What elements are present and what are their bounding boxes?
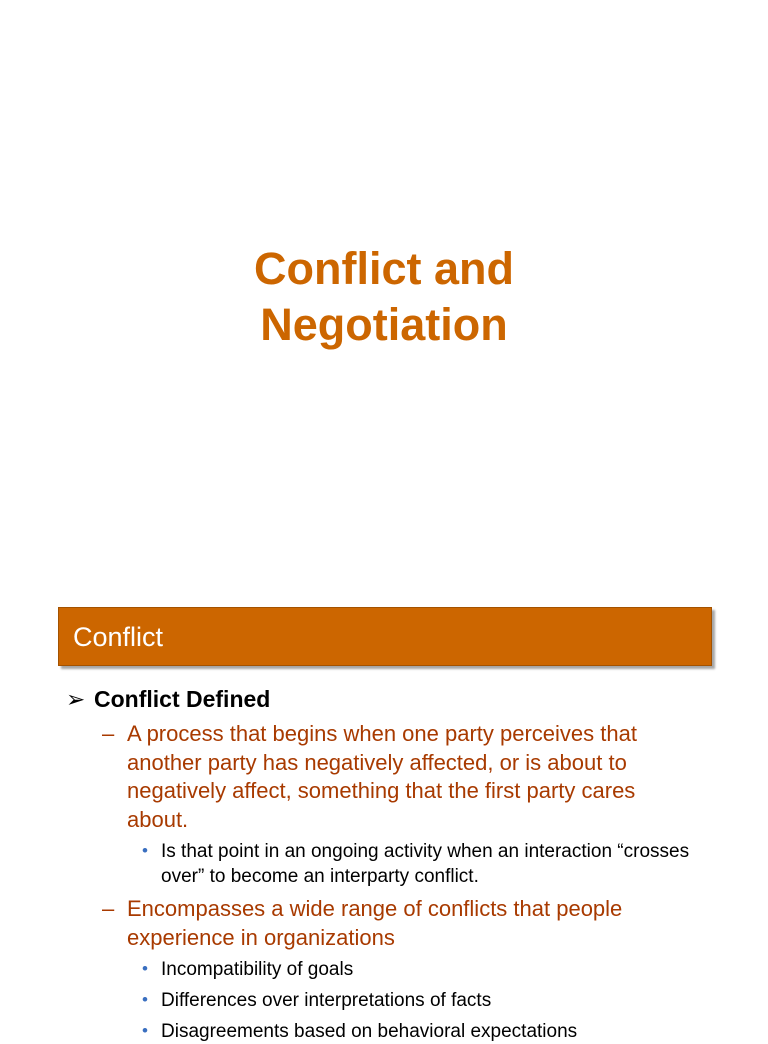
bullet-dot-icon: • xyxy=(142,841,148,860)
main-point xyxy=(66,685,270,713)
list-item xyxy=(142,957,702,982)
bullet-dot-icon: • xyxy=(142,990,148,1009)
list-item-text: Is that point in an ongoing activity when an interaction “crosses over” to become an interparty conflict. xyxy=(161,841,690,887)
title-line-1: Conflict and xyxy=(254,243,514,294)
sub-point-text: Encompasses a wide range of conflicts that people experience in organizations xyxy=(127,896,623,950)
slide-title-heading xyxy=(0,241,768,353)
sub-point-text: A process that begins when one party perceives that another party has negatively affected, or is about to negatively affect, something that the first party cares about. xyxy=(127,721,637,832)
banner-heading: Conflict xyxy=(73,622,164,652)
list-item xyxy=(142,1019,702,1044)
list-item-text: Incompatibility of goals xyxy=(161,959,354,980)
slide-conflict xyxy=(0,590,768,1042)
heading-banner xyxy=(58,607,712,666)
list-item xyxy=(142,839,702,889)
arrow-bullet-icon: ➢ xyxy=(66,686,86,712)
bullet-dot-icon: • xyxy=(142,1021,148,1040)
list-item xyxy=(142,988,702,1013)
dash-bullet-icon: – xyxy=(102,721,115,746)
main-point-label: Conflict Defined xyxy=(94,686,271,712)
bullet-dot-icon: • xyxy=(142,959,148,978)
list-item-text: Differences over interpretations of facts xyxy=(161,990,492,1011)
list-item-text: Disagreements based on behavioral expectations xyxy=(161,1021,578,1042)
dash-bullet-icon: – xyxy=(102,896,115,921)
sub-point xyxy=(102,895,702,952)
sub-point xyxy=(102,720,702,834)
title-line-2: Negotiation xyxy=(260,299,508,350)
